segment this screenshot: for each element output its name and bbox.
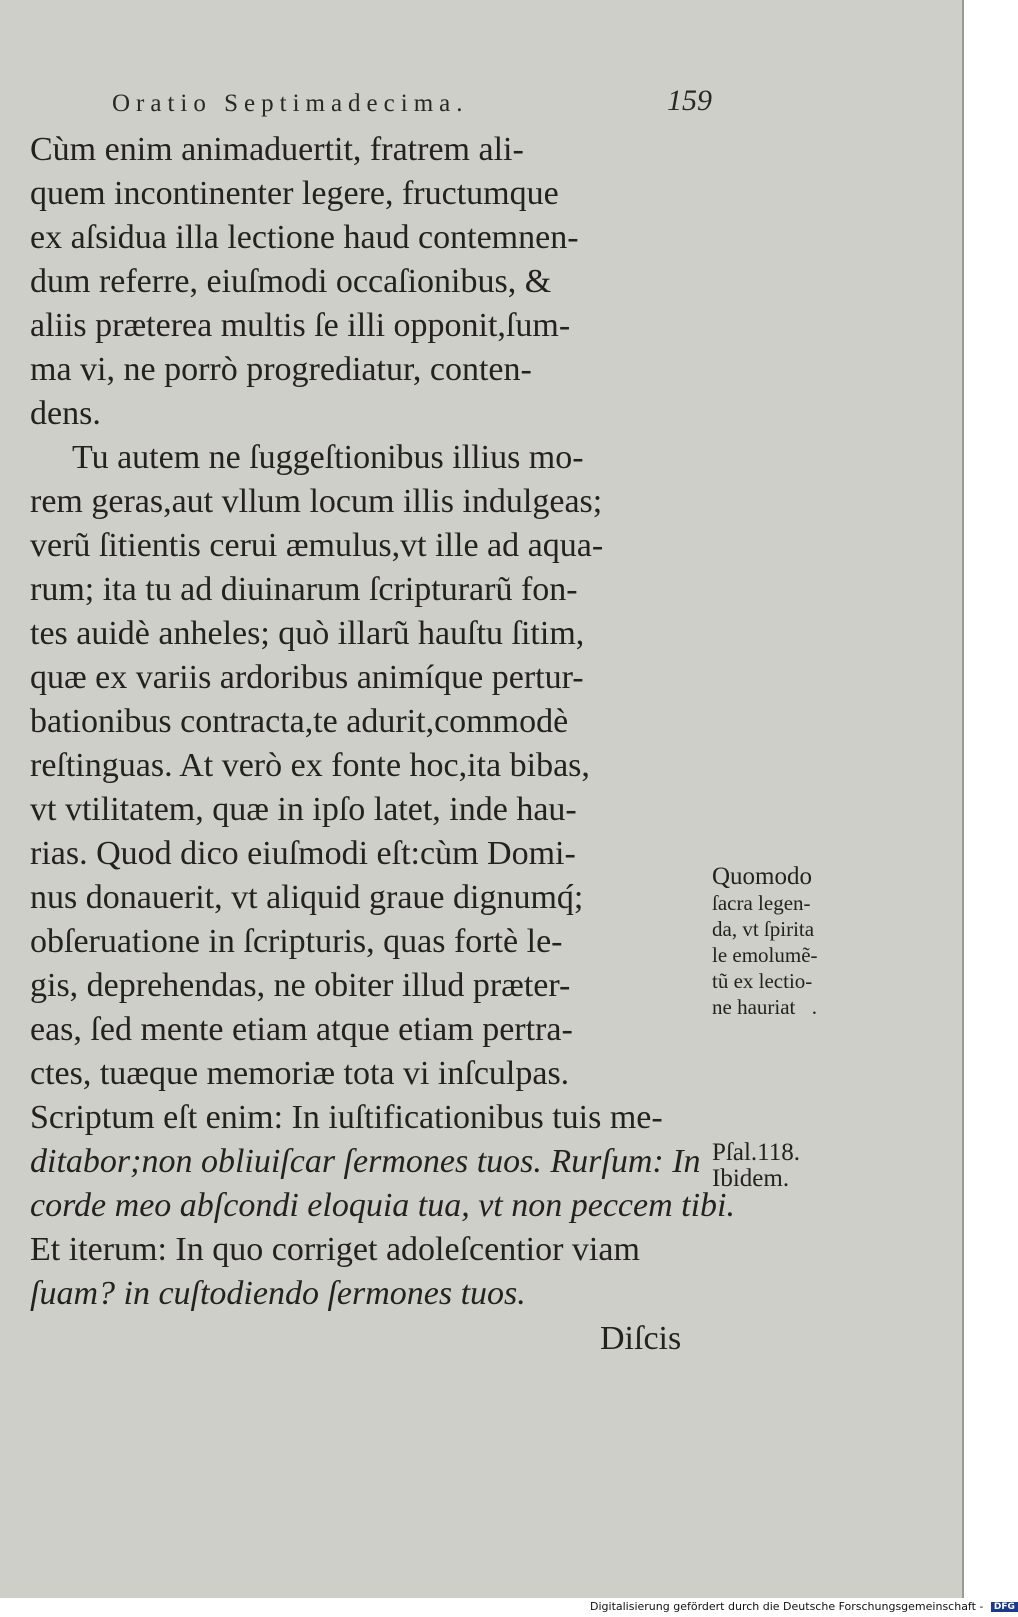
text-line: Et iterum: In quo corriget adoleſcentior viam xyxy=(30,1231,640,1268)
page-header xyxy=(112,84,712,130)
text-line: Cùm enim animaduertit, fratrem ali- xyxy=(30,131,524,168)
marginal-line: da, vt ſpirita xyxy=(712,917,815,941)
text-line: bationibus contracta,te adurit,commodè xyxy=(30,703,569,740)
marginal-note xyxy=(712,864,862,1020)
marginal-line: ſacra legen- xyxy=(712,891,811,915)
dfg-logo: DFG xyxy=(991,1602,1018,1612)
body-text xyxy=(30,128,736,1316)
text-line: ma vi, ne porrò progrediatur, conten- xyxy=(30,351,532,388)
marginal-note-reference xyxy=(712,1140,862,1192)
text-line: Tu autem ne ſuggeſtionibus illius mo- xyxy=(72,439,584,476)
text-line: ditabor;non obliuiſcar ſermones tuos. Rurſum: In xyxy=(30,1143,701,1180)
text-line: dens. xyxy=(30,395,101,432)
text-line: rem geras,aut vllum locum illis indulgeas; xyxy=(30,483,603,520)
marginal-line: ne hauriatᷓ. xyxy=(712,995,817,1019)
text-line: gis, deprehendas, ne obiter illud præter- xyxy=(30,967,571,1004)
text-line: Scriptum eſt enim: In iuſtificationibus tuis me- xyxy=(30,1099,663,1136)
text-line: ſuam? in cuſtodiendo ſermones tuos. xyxy=(30,1275,526,1312)
text-line: tes auidè anheles; quò illarũ hauſtu ſitim, xyxy=(30,615,585,652)
text-line: aliis præterea multis ſe illi opponit,ſum- xyxy=(30,307,571,344)
text-line: eas, ſed mente etiam atque etiam pertra- xyxy=(30,1011,573,1048)
text-line: rias. Quod dico eiuſmodi eſt:cùm Domi- xyxy=(30,835,576,872)
marginal-line: le emolumẽ- xyxy=(712,943,818,967)
text-line: ex aſsidua illa lectione haud contemnen- xyxy=(30,219,579,256)
text-line: reſtinguas. At verò ex fonte hoc,ita bibas, xyxy=(30,747,590,784)
text-line: corde meo abſcondi eloquia tua, vt non peccem tibi. xyxy=(30,1187,736,1224)
text-line: verũ ſitientis cerui æmulus,vt ille ad aqua- xyxy=(30,527,604,564)
running-title: Oratio Septimadecima. xyxy=(112,90,469,117)
page-number: 159 xyxy=(667,84,712,117)
text-line: ctes, tuæque memoriæ tota vi inſculpas. xyxy=(30,1055,570,1092)
marginal-line: Pſal.118. xyxy=(712,1139,800,1166)
marginal-line: Ibidem. xyxy=(712,1165,790,1192)
marginal-line: tũ ex lectio- xyxy=(712,969,813,993)
digitization-footer xyxy=(590,1600,1015,1617)
text-line: quæ ex variis ardoribus animíque pertur- xyxy=(30,659,584,696)
text-line: quem incontinenter legere, fructumque xyxy=(30,175,559,212)
marginal-line: Quomodo xyxy=(712,863,812,890)
text-line: dum referre, eiuſmodi occaſionibus, & xyxy=(30,263,552,300)
text-line: rum; ita tu ad diuinarum ſcripturarũ fon- xyxy=(30,571,578,608)
text-line: vt vtilitatem, quæ in ipſo latet, inde hau- xyxy=(30,791,577,828)
catchword: Diſcis xyxy=(600,1320,682,1357)
text-line: nus donauerit, vt aliquid graue dignumq́; xyxy=(30,879,584,916)
footer-text: Digitalisierung gefördert durch die Deutsche Forschungsgemeinschaft - xyxy=(590,1600,984,1613)
text-line: obſeruatione in ſcripturis, quas fortè le- xyxy=(30,923,563,960)
